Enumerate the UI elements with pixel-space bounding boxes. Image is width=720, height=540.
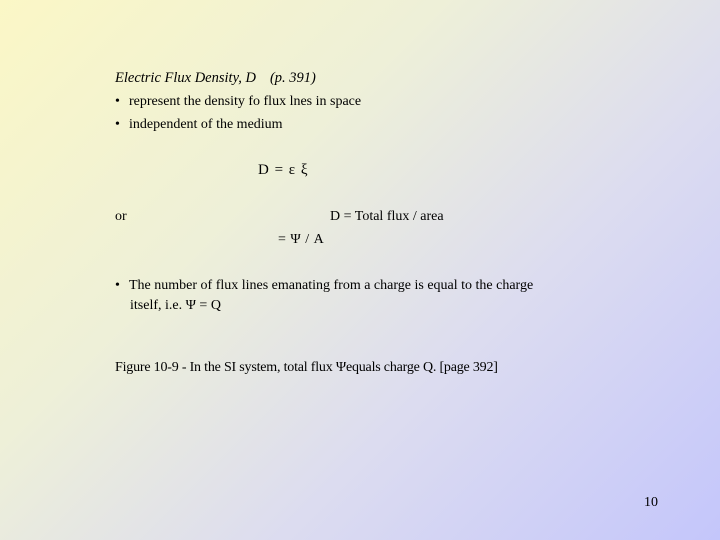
- bullet-text-continuation: itself, i.e. Ψ = Q: [130, 298, 221, 313]
- bullet-item: [115, 93, 361, 111]
- title-text: Electric Flux Density, D: [115, 70, 256, 86]
- title-page-ref: (p. 391): [269, 70, 316, 86]
- equation-total-flux-per-area: D = Total flux / area: [330, 209, 444, 224]
- bullet-item: [115, 116, 283, 134]
- equation-psi-over-a: = Ψ / A: [278, 232, 325, 247]
- bullet-item: [115, 277, 533, 295]
- bullet-text: independent of the medium: [129, 117, 283, 132]
- slide-title: [115, 69, 316, 87]
- or-label: or: [115, 209, 127, 224]
- bullet-dot: •: [115, 117, 120, 132]
- bullet-text: represent the density fo flux lnes in space: [129, 94, 362, 109]
- bullet-text: The number of flux lines emanating from a charge is equal to the charge: [129, 278, 534, 293]
- page-number: 10: [644, 495, 658, 510]
- figure-caption: Figure 10-9 - In the SI system, total flux Ψequals charge Q. [page 392]: [115, 360, 498, 375]
- equation-d-equals-epsilon-xi: D = ε ξ: [258, 162, 309, 178]
- bullet-dot: •: [115, 94, 120, 109]
- bullet-dot: •: [115, 278, 120, 293]
